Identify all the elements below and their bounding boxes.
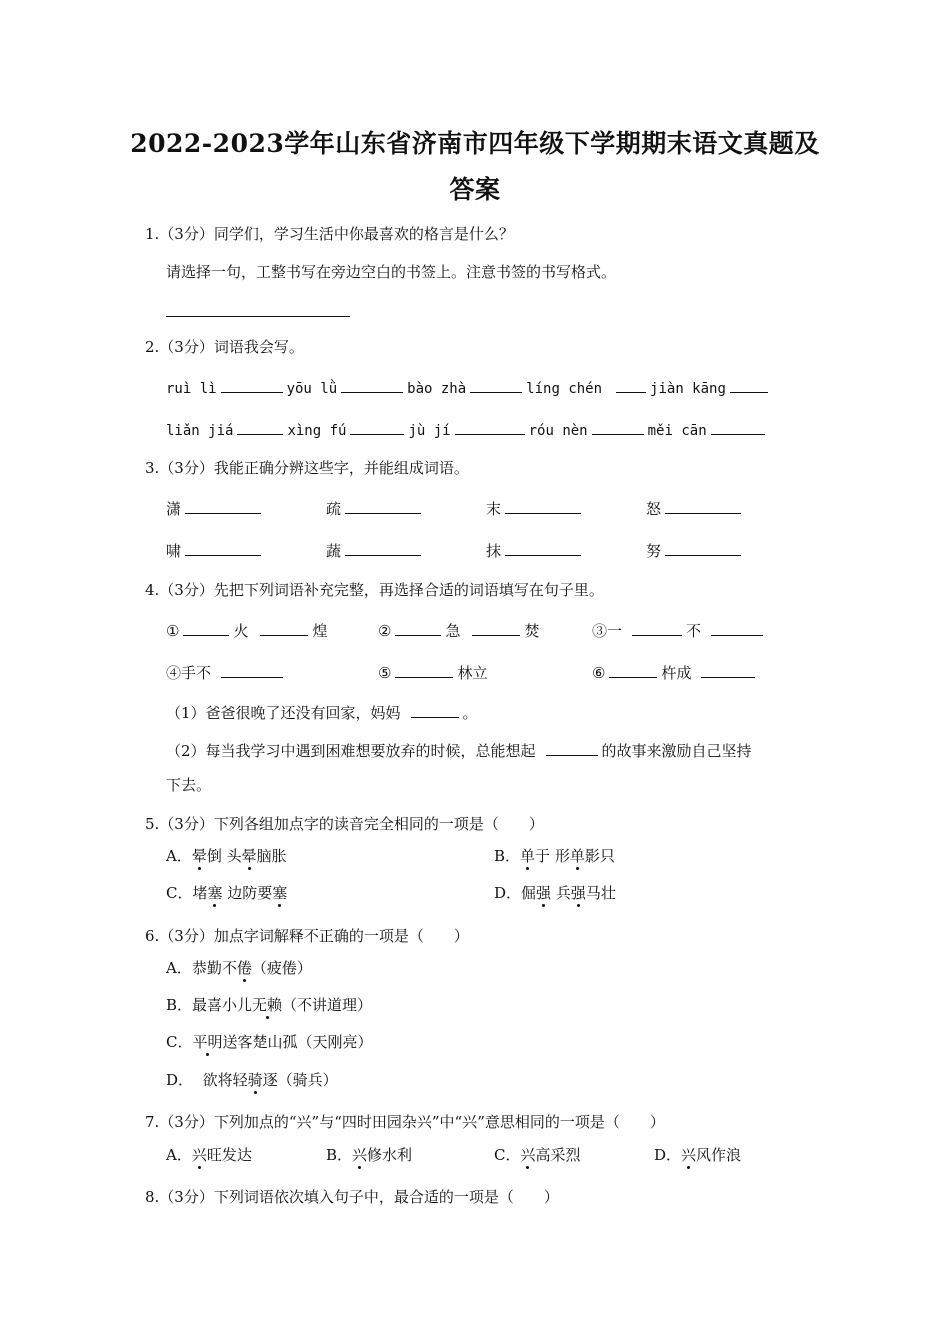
text: （2）每当我学习中遇到困难想要放弃的时候，总能想起 — [166, 742, 536, 760]
option-d — [166, 1070, 338, 1090]
char: 蔬 — [326, 542, 342, 560]
question-8-stem: 8.（3分）下列词语依次填入句子中，最合适的一项是（ ） — [145, 1188, 559, 1206]
dotted-char: 兴 — [191, 1146, 207, 1164]
dotted-char: 单 — [569, 847, 585, 865]
answer-blank — [345, 540, 421, 556]
pinyin: jiàn kāng — [650, 381, 726, 397]
text: D． — [654, 1146, 682, 1164]
char: 潇 — [166, 500, 182, 518]
answer-blank — [472, 620, 520, 636]
text: （不讲道理） — [282, 996, 373, 1014]
text: 风作浪 — [696, 1146, 742, 1164]
dotted-char: 兴 — [520, 1146, 536, 1164]
dotted-char: 骑 — [247, 1071, 263, 1089]
question-4-stem: 4.（3分）先把下列词语补充完整，再选择合适的词语填写在句子里。 — [145, 581, 604, 599]
answer-blank — [711, 620, 763, 636]
label: ③一 — [592, 622, 623, 640]
question-3-stem: 3.（3分）我能正确分辨这些字，并能组成词语。 — [145, 459, 469, 477]
idiom-4 — [166, 662, 287, 683]
text: A． — [166, 1146, 192, 1164]
answer-blank — [616, 377, 646, 393]
sentence-2-continued: 下去。 — [166, 776, 212, 794]
answer-blank — [260, 620, 308, 636]
pinyin: jù jí — [408, 423, 451, 439]
text: 送客楚山孤（天刚亮） — [222, 1033, 373, 1051]
page-title: 2022-2023学年山东省济南市四年级下学期期末语文真题及 — [130, 129, 820, 158]
label: 杵成 — [661, 664, 692, 682]
pinyin: róu nèn — [528, 423, 588, 439]
pinyin-row-1 — [166, 377, 772, 399]
dotted-char: 倦 — [236, 959, 252, 977]
text: A．恭勤不 — [166, 959, 237, 977]
answer-blank — [237, 419, 283, 435]
char-cell — [486, 540, 585, 561]
dotted-char: 无赖 — [252, 996, 283, 1014]
text: C． — [166, 1033, 193, 1051]
answer-blank — [665, 540, 741, 556]
text: 修水利 — [367, 1146, 413, 1164]
answer-blank — [341, 377, 403, 393]
option-a — [166, 846, 287, 866]
answer-line — [166, 316, 350, 317]
char: 努 — [646, 542, 662, 560]
answer-blank — [183, 620, 229, 636]
option-b — [326, 1145, 412, 1165]
text: 。 — [462, 704, 478, 722]
answer-blank — [505, 498, 581, 514]
dotted-char: 单 — [520, 847, 536, 865]
answer-blank — [592, 419, 644, 435]
char: 末 — [486, 500, 502, 518]
char: 疏 — [326, 500, 342, 518]
question-6-stem: 6.（3分）加点字词解释不正确的一项是（ ） — [145, 927, 469, 945]
answer-blank — [711, 419, 765, 435]
answer-blank — [505, 540, 581, 556]
idiom-5 — [378, 662, 487, 683]
option-d — [494, 883, 616, 903]
dotted-char: 晕 — [191, 847, 207, 865]
text: 逐（骑兵） — [262, 1071, 338, 1089]
char: 啸 — [166, 542, 182, 560]
option-a — [166, 958, 312, 978]
text: 高采烈 — [535, 1146, 581, 1164]
char-cell — [646, 540, 745, 561]
label: 焚 — [524, 622, 540, 640]
label: 林立 — [457, 664, 488, 682]
text: 旺发达 — [206, 1146, 252, 1164]
label: ① — [166, 622, 180, 640]
answer-blank — [350, 419, 404, 435]
label: 煌 — [312, 622, 328, 640]
pinyin-row-2 — [166, 419, 769, 441]
sentence-2 — [166, 740, 752, 761]
text: C． — [494, 1146, 521, 1164]
text: 的故事来激励自己坚持 — [601, 742, 752, 760]
text: B． — [494, 847, 521, 865]
pinyin: liǎn jiá — [166, 423, 234, 439]
dotted-char: 塞 — [272, 884, 288, 902]
option-d — [654, 1145, 741, 1165]
question-5-stem: 5.（3分）下列各组加点字的读音完全相同的一项是（ ） — [145, 815, 544, 833]
answer-blank — [470, 377, 522, 393]
text: 脑胀 — [256, 847, 287, 865]
option-a — [166, 1145, 252, 1165]
text: 兵 — [551, 884, 571, 902]
text: C．堵 — [166, 884, 208, 902]
text: 倒 头 — [206, 847, 242, 865]
option-c — [166, 1032, 373, 1052]
page-title-continued: 答案 — [449, 175, 501, 204]
text: B． — [326, 1146, 353, 1164]
pinyin: ruì lì — [166, 381, 217, 397]
answer-blank — [546, 740, 598, 756]
char-cell — [486, 498, 585, 519]
text: 马壮 — [585, 884, 616, 902]
label: ② — [378, 622, 392, 640]
label: ④手不 — [166, 664, 212, 682]
char: 抹 — [486, 542, 502, 560]
char-row-1 — [166, 498, 265, 519]
char-cell — [646, 498, 745, 519]
text: A． — [166, 847, 192, 865]
pinyin: líng chén — [526, 381, 603, 397]
dotted-char: 强 — [570, 884, 586, 902]
answer-blank — [632, 620, 682, 636]
answer-blank — [185, 540, 261, 556]
question-1-stem: 1.（3分）同学们，学习生活中你最喜欢的格言是什么？ — [145, 225, 514, 243]
text: 影只 — [584, 847, 615, 865]
answer-blank — [185, 498, 261, 514]
answer-blank — [345, 498, 421, 514]
text: D． 欲将轻 — [166, 1071, 248, 1089]
option-b — [166, 995, 372, 1015]
idiom-2 — [378, 620, 539, 641]
dotted-char: 兴 — [352, 1146, 368, 1164]
label: ⑥ — [592, 664, 606, 682]
answer-blank — [665, 498, 741, 514]
text: B．最喜小儿 — [166, 996, 253, 1014]
dotted-char: 晕 — [241, 847, 257, 865]
option-c — [166, 883, 287, 903]
idiom-1 — [166, 620, 327, 641]
text: D．倔 — [494, 884, 537, 902]
answer-blank — [455, 419, 525, 435]
sentence-1 — [166, 702, 478, 723]
answer-blank — [395, 620, 441, 636]
char-cell — [326, 498, 425, 519]
question-1-instruction: 请选择一句，工整书写在旁边空白的书签上。注意书签的书写格式。 — [166, 263, 617, 281]
pinyin: měi cān — [647, 423, 707, 439]
text: 于 形 — [535, 847, 570, 865]
label: 不 — [686, 622, 702, 640]
dotted-char: 兴 — [681, 1146, 697, 1164]
answer-blank — [221, 662, 283, 678]
option-c — [494, 1145, 581, 1165]
text: 边防要 — [222, 884, 273, 902]
dotted-char: 塞 — [207, 884, 223, 902]
pinyin: yōu lǜ — [286, 381, 338, 397]
text: （1）爸爸很晚了还没有回家，妈妈 — [166, 704, 401, 722]
answer-blank — [730, 377, 768, 393]
pinyin: xìng fú — [287, 423, 347, 439]
answer-blank — [411, 702, 459, 718]
label: ⑤ — [378, 664, 392, 682]
idiom-3 — [592, 620, 767, 641]
text: （疲倦） — [251, 959, 312, 977]
question-2-stem: 2.（3分）词语我会写。 — [145, 338, 304, 356]
option-b — [494, 846, 615, 866]
dotted-char: 强 — [536, 884, 552, 902]
label: 急 — [445, 622, 461, 640]
char-row-2 — [166, 540, 265, 561]
dotted-char: 平明 — [192, 1033, 223, 1051]
label: 火 — [233, 622, 249, 640]
answer-blank — [221, 377, 283, 393]
char-cell — [326, 540, 425, 561]
answer-blank — [609, 662, 657, 678]
char: 怒 — [646, 500, 662, 518]
question-7-stem: 7.（3分）下列加点的“兴”与“四时田园杂兴”中“兴”意思相同的一项是（ ） — [145, 1113, 665, 1131]
answer-blank — [395, 662, 453, 678]
pinyin: bào zhà — [407, 381, 467, 397]
answer-blank — [701, 662, 755, 678]
idiom-6 — [592, 662, 759, 683]
